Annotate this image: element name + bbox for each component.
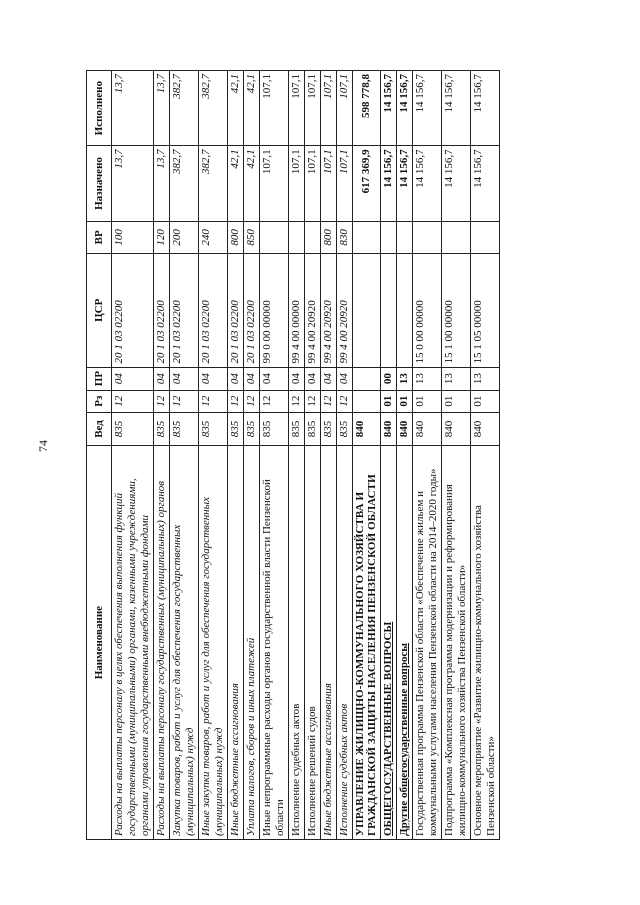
header-ved: Вед (87, 412, 112, 446)
table-cell-pr (352, 367, 381, 390)
table-cell-vr (442, 221, 471, 253)
table-cell-csr: 20 1 03 02200 (243, 254, 259, 367)
table-cell-name: УПРАВЛЕНИЕ ЖИЛИЩНО-КОММУНАЛЬНОГО ХОЗЯЙСТВА И ГРАЖДАНСКОЙ ЗАЩИТЫ НАСЕЛЕНИЯ ПЕНЗЕНСКОЙ ОБЛАСТИ (352, 446, 381, 840)
table-cell-naznacheno: 107,1 (320, 146, 336, 221)
table-cell-pr: 04 (227, 367, 243, 390)
table-cell-ispolneno: 13,7 (112, 71, 154, 146)
table-cell-pr: 13 (442, 367, 471, 390)
table-cell-name: Расходы на выплаты персоналу в целях обеспечения выполнения функций государственными (муниципальными) органами, казенными учреждениями, органами управления государственными внебюджетными фондами (112, 446, 154, 840)
table-cell-naznacheno: 14 156,7 (397, 146, 413, 221)
table-row (169, 71, 198, 840)
table-cell-rz: 12 (227, 390, 243, 412)
table-cell-pr: 13 (397, 367, 413, 390)
table-cell-csr: 20 1 03 02200 (198, 254, 227, 367)
table-cell-naznacheno: 14 156,7 (413, 146, 442, 221)
table-cell-ved: 835 (288, 412, 304, 446)
table-row (227, 71, 243, 840)
table-cell-ispolneno: 14 156,7 (442, 71, 471, 146)
table-cell-ved: 835 (169, 412, 198, 446)
table-row (288, 71, 304, 840)
table-cell-ispolneno: 14 156,7 (397, 71, 413, 146)
table-cell-csr: 20 1 03 02200 (169, 254, 198, 367)
table-cell-ved: 840 (381, 412, 397, 446)
header-ispolneno: Исполнено (87, 71, 112, 146)
table-cell-ispolneno: 13,7 (153, 71, 169, 146)
table-cell-csr (352, 254, 381, 367)
table-cell-naznacheno: 13,7 (112, 146, 154, 221)
table-cell-vr (288, 221, 304, 253)
table-cell-naznacheno: 382,7 (169, 146, 198, 221)
table-cell-ispolneno: 107,1 (259, 71, 288, 146)
table-cell-csr: 99 4 00 20920 (336, 254, 352, 367)
table-cell-vr (304, 221, 320, 253)
table-cell-csr (381, 254, 397, 367)
table-cell-csr (397, 254, 413, 367)
table-row (304, 71, 320, 840)
table-cell-ved: 835 (198, 412, 227, 446)
table-cell-csr: 15 0 00 00000 (413, 254, 442, 367)
table-cell-naznacheno: 382,7 (198, 146, 227, 221)
table-cell-rz (352, 390, 381, 412)
table-cell-naznacheno: 617 369,9 (352, 146, 381, 221)
table-cell-name: Закупка товаров, работ и услуг для обеспечения государственных (муниципальных) нужд (169, 446, 198, 840)
table-cell-name: Исполнение решений судов (304, 446, 320, 840)
table-cell-vr (397, 221, 413, 253)
table-header-row (87, 71, 112, 840)
table-cell-ved: 835 (336, 412, 352, 446)
table-cell-ispolneno: 598 778,8 (352, 71, 381, 146)
table-row (320, 71, 336, 840)
table-cell-vr: 100 (112, 221, 154, 253)
table-cell-rz: 12 (304, 390, 320, 412)
table-cell-rz: 01 (442, 390, 471, 412)
table-cell-ved: 835 (304, 412, 320, 446)
table-cell-vr: 830 (336, 221, 352, 253)
page-number: 74 (36, 440, 50, 452)
table-cell-rz: 12 (198, 390, 227, 412)
table-cell-ved: 840 (413, 412, 442, 446)
table-cell-vr: 120 (153, 221, 169, 253)
table-cell-pr: 04 (259, 367, 288, 390)
table-cell-ved: 840 (442, 412, 471, 446)
table-cell-pr: 04 (169, 367, 198, 390)
rotated-table-container (86, 70, 566, 840)
table-cell-pr: 04 (288, 367, 304, 390)
table-row (381, 71, 397, 840)
table-cell-rz: 12 (169, 390, 198, 412)
table-row (442, 71, 471, 840)
table-cell-vr: 800 (227, 221, 243, 253)
table-cell-pr: 04 (198, 367, 227, 390)
table-cell-pr: 04 (153, 367, 169, 390)
table-cell-name: Иные бюджетные ассигнования (320, 446, 336, 840)
table-cell-pr: 13 (471, 367, 500, 390)
table-cell-naznacheno: 42,1 (227, 146, 243, 221)
header-name: Наименование (87, 446, 112, 840)
table-cell-ved: 840 (397, 412, 413, 446)
table-cell-ispolneno: 42,1 (227, 71, 243, 146)
table-cell-pr: 04 (336, 367, 352, 390)
table-cell-ved: 835 (243, 412, 259, 446)
table-cell-csr: 20 1 03 02200 (227, 254, 243, 367)
table-cell-ispolneno: 107,1 (336, 71, 352, 146)
table-cell-ved: 840 (471, 412, 500, 446)
table-cell-naznacheno: 42,1 (243, 146, 259, 221)
table-cell-rz: 12 (320, 390, 336, 412)
table-cell-name: Уплата налогов, сборов и иных платежей (243, 446, 259, 840)
table-cell-name: Иные закупки товаров, работ и услуг для обеспечения государственных (муниципальных) нужд (198, 446, 227, 840)
table-cell-naznacheno: 14 156,7 (471, 146, 500, 221)
header-csr: ЦСР (87, 254, 112, 367)
table-cell-vr (259, 221, 288, 253)
table-cell-ved: 835 (320, 412, 336, 446)
table-cell-name: ОБЩЕГОСУДАРСТВЕННЫЕ ВОПРОСЫ (381, 446, 397, 840)
table-cell-naznacheno: 13,7 (153, 146, 169, 221)
table-cell-ispolneno: 382,7 (198, 71, 227, 146)
table-row (112, 71, 154, 840)
table-cell-ispolneno: 14 156,7 (381, 71, 397, 146)
table-cell-csr: 15 1 00 00000 (442, 254, 471, 367)
table-cell-pr: 04 (304, 367, 320, 390)
header-vr: ВР (87, 221, 112, 253)
table-row (413, 71, 442, 840)
table-cell-rz: 12 (336, 390, 352, 412)
header-rz: Рз (87, 390, 112, 412)
table-cell-rz: 12 (243, 390, 259, 412)
table-cell-ved: 835 (259, 412, 288, 446)
table-cell-ispolneno: 107,1 (320, 71, 336, 146)
table-cell-ispolneno: 42,1 (243, 71, 259, 146)
table-cell-ispolneno: 107,1 (288, 71, 304, 146)
table-cell-pr: 04 (320, 367, 336, 390)
table-cell-vr (381, 221, 397, 253)
table-cell-ispolneno: 107,1 (304, 71, 320, 146)
table-cell-ved: 840 (352, 412, 381, 446)
table-cell-vr: 200 (169, 221, 198, 253)
table-cell-ispolneno: 14 156,7 (471, 71, 500, 146)
table-cell-csr: 99 0 00 00000 (259, 254, 288, 367)
table-row (198, 71, 227, 840)
table-cell-name: Государственная программа Пензенской области «Обеспечение жильем и коммунальными услугами населения Пензенской области на 2014–2020 годы» (413, 446, 442, 840)
table-row (259, 71, 288, 840)
table-cell-naznacheno: 14 156,7 (442, 146, 471, 221)
table-cell-csr: 15 1 05 00000 (471, 254, 500, 367)
table-cell-vr: 850 (243, 221, 259, 253)
table-cell-vr: 800 (320, 221, 336, 253)
table-cell-name: Подпрограмма «Комплексная программа модернизации и реформирования жилищно-коммунального хозяйства Пензенской области» (442, 446, 471, 840)
table-cell-name: Основное мероприятие «Развитие жилищно-коммунального хозяйства Пензенской области» (471, 446, 500, 840)
table-cell-rz: 12 (112, 390, 154, 412)
table-cell-pr: 04 (112, 367, 154, 390)
table-cell-ved: 835 (153, 412, 169, 446)
table-cell-naznacheno: 107,1 (336, 146, 352, 221)
table-cell-ispolneno: 382,7 (169, 71, 198, 146)
table-cell-name: Расходы на выплаты персоналу государственных (муниципальных) органов (153, 446, 169, 840)
table-cell-name: Иные непрограммные расходы органов государственной власти Пензенской области (259, 446, 288, 840)
header-pr: ПР (87, 367, 112, 390)
table-cell-csr: 99 4 00 20920 (304, 254, 320, 367)
table-cell-rz: 12 (288, 390, 304, 412)
table-cell-ved: 835 (227, 412, 243, 446)
table-cell-csr: 20 1 03 02200 (153, 254, 169, 367)
table-cell-vr (352, 221, 381, 253)
table-cell-ved: 835 (112, 412, 154, 446)
table-cell-pr: 00 (381, 367, 397, 390)
table-cell-name: Другие общегосударственные вопросы (397, 446, 413, 840)
table-cell-vr (471, 221, 500, 253)
table-row (471, 71, 500, 840)
table-cell-csr: 99 4 00 20920 (320, 254, 336, 367)
table-cell-vr: 240 (198, 221, 227, 253)
table-cell-name: Иные бюджетные ассигнования (227, 446, 243, 840)
table-cell-pr: 04 (243, 367, 259, 390)
table-cell-naznacheno: 107,1 (288, 146, 304, 221)
table-cell-name: Исполнение судебных актов (336, 446, 352, 840)
table-cell-naznacheno: 107,1 (259, 146, 288, 221)
table-cell-csr: 20 1 03 02200 (112, 254, 154, 367)
table-cell-ispolneno: 14 156,7 (413, 71, 442, 146)
table-row (243, 71, 259, 840)
table-row (336, 71, 352, 840)
budget-table (86, 70, 500, 840)
table-cell-naznacheno: 14 156,7 (381, 146, 397, 221)
table-row (352, 71, 381, 840)
header-naznacheno: Назначено (87, 146, 112, 221)
table-cell-rz: 01 (471, 390, 500, 412)
table-cell-rz: 01 (413, 390, 442, 412)
table-cell-rz: 12 (153, 390, 169, 412)
table-row (153, 71, 169, 840)
table-row (397, 71, 413, 840)
table-cell-rz: 01 (381, 390, 397, 412)
table-cell-vr (413, 221, 442, 253)
table-cell-name: Исполнение судебных актов (288, 446, 304, 840)
table-cell-naznacheno: 107,1 (304, 146, 320, 221)
table-cell-pr: 13 (413, 367, 442, 390)
table-cell-rz: 12 (259, 390, 288, 412)
table-cell-rz: 01 (397, 390, 413, 412)
table-cell-csr: 99 4 00 00000 (288, 254, 304, 367)
